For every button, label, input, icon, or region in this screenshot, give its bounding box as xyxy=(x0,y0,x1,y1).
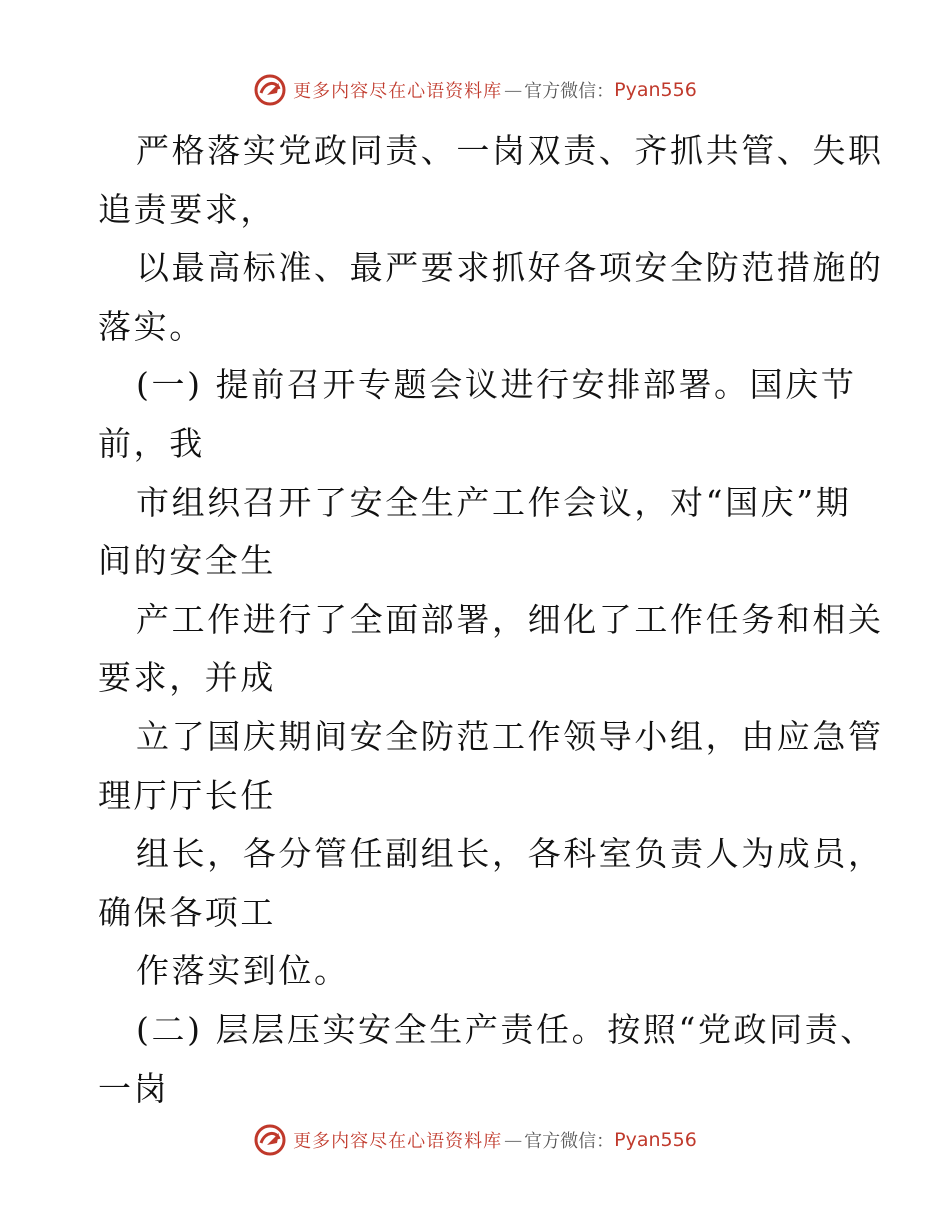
text-line: 组长，各分管任副组长，各科室负责人为成员， xyxy=(136,834,884,874)
footer-site-text: 更多内容尽在心语资料库 xyxy=(293,1131,503,1152)
text-line: 一岗 xyxy=(98,1068,170,1108)
red-swirl-logo-icon xyxy=(253,73,287,107)
text-line: (一) 提前召开专题会议进行安排部署。国庆节 xyxy=(136,365,857,405)
text-line: 前，我 xyxy=(98,423,205,463)
text-line: 严格落实党政同责、一岗双责、齐抓共管、失职 xyxy=(136,131,884,170)
text-line: 作落实到位。 xyxy=(136,951,350,991)
footer-wechat-id: Pyan556 xyxy=(614,1129,697,1151)
text-line: 间的安全生 xyxy=(98,541,276,581)
text-line: 产工作进行了全面部署，细化了工作任务和相关 xyxy=(136,599,884,639)
header-site-text: 更多内容尽在心语资料库 xyxy=(293,81,503,102)
document-body xyxy=(98,122,884,1118)
red-swirl-logo-icon xyxy=(253,1123,287,1157)
header-banner xyxy=(0,70,950,110)
header-wechat-id: Pyan556 xyxy=(614,79,697,101)
text-line: 立了国庆期间安全防范工作领导小组，由应急管 xyxy=(136,716,884,756)
text-line: 以最高标准、最严要求抓好各项安全防范措施的 xyxy=(136,248,884,288)
text-line: 理厅厅长任 xyxy=(98,775,276,815)
footer-banner xyxy=(0,1120,950,1160)
text-line: 确保各项工 xyxy=(98,892,276,932)
text-line: 市组织召开了安全生产工作会议，对“国庆”期 xyxy=(136,482,852,522)
text-line: (二) 层层压实安全生产责任。按照“党政同责、 xyxy=(136,1009,876,1049)
footer-dash: — xyxy=(504,1129,523,1151)
footer-wechat-label: 官方微信： xyxy=(524,1131,615,1152)
text-line: 要求，并成 xyxy=(98,658,276,698)
header-wechat-label: 官方微信： xyxy=(524,81,615,102)
text-line: 追责要求， xyxy=(98,189,276,229)
header-dash: — xyxy=(504,79,523,101)
text-line: 落实。 xyxy=(98,306,205,346)
